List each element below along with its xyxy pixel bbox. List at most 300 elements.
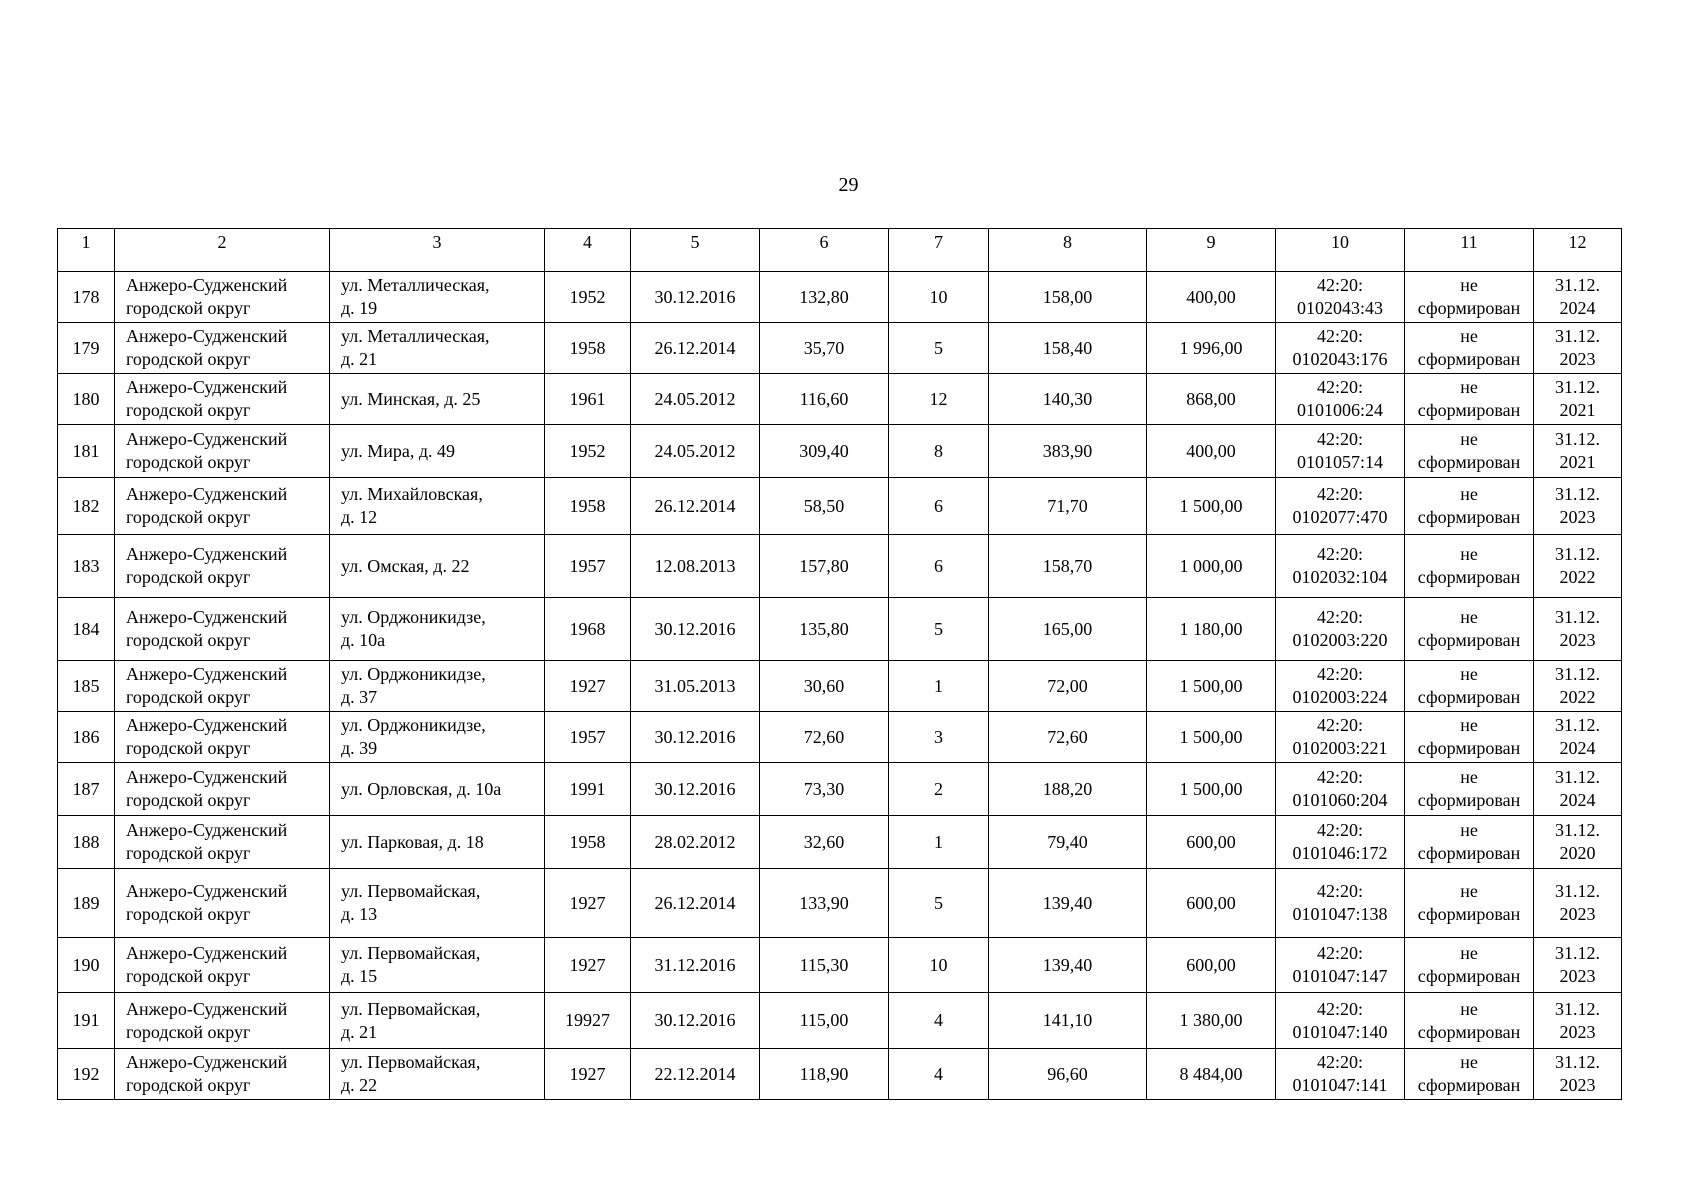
status-cell [1405, 993, 1534, 1049]
deadline-cell-line: 31.12. [1555, 664, 1600, 684]
value-cell: 72,00 [989, 661, 1147, 712]
date-cell: 30.12.2016 [631, 598, 760, 661]
status-cell-line: не [1460, 326, 1478, 346]
cadastral-number-cell [1276, 763, 1405, 816]
status-cell-line: не [1460, 943, 1478, 963]
address-cell-line: ул. Первомайская, [341, 1052, 481, 1072]
deadline-cell-line: 31.12. [1555, 998, 1600, 1019]
address-cell-line: д. 21 [341, 1021, 378, 1042]
date-cell: 26.12.2014 [631, 323, 760, 374]
cadastral-number-cell [1276, 425, 1405, 478]
address-cell-line: д. 39 [341, 738, 378, 758]
table-row [58, 712, 1622, 763]
address-cell [330, 816, 545, 869]
district-cell [115, 272, 330, 323]
cadastral-number-cell [1276, 374, 1405, 425]
status-cell-line: сформирован [1417, 507, 1521, 527]
status-cell [1405, 478, 1534, 535]
status-cell [1405, 1049, 1534, 1100]
status-cell-line: сформирован [1417, 349, 1521, 369]
cadastral-number-cell-line: 0102003:220 [1292, 630, 1388, 650]
table-row [58, 763, 1622, 816]
deadline-cell [1534, 478, 1622, 535]
column-number-row [58, 229, 1622, 272]
cadastral-number-cell-line: 0101006:24 [1296, 400, 1383, 420]
value-cell: 140,30 [989, 374, 1147, 425]
address-cell-line: ул. Мира, д. 49 [341, 440, 455, 461]
district-cell [115, 938, 330, 993]
deadline-cell [1534, 938, 1622, 993]
deadline-cell-line: 31.12. [1555, 607, 1600, 627]
column-header: 3 [330, 229, 545, 272]
deadline-cell [1534, 993, 1622, 1049]
address-cell-line: ул. Минская, д. 25 [341, 388, 481, 409]
cadastral-number-cell [1276, 272, 1405, 323]
status-cell-line: сформирован [1417, 1075, 1521, 1095]
value-cell: 132,80 [760, 272, 889, 323]
year-cell: 19927 [545, 993, 631, 1049]
district-cell-line: городской округ [126, 1075, 251, 1095]
status-cell [1405, 535, 1534, 598]
table-body [58, 272, 1622, 1100]
cadastral-number-cell-line: 42:20: [1316, 820, 1363, 840]
year-cell: 1958 [545, 478, 631, 535]
cadastral-number-cell-line: 42:20: [1316, 607, 1363, 627]
year-cell: 1968 [545, 598, 631, 661]
value-cell: 141,10 [989, 993, 1147, 1049]
deadline-cell-line: 31.12. [1555, 484, 1600, 504]
deadline-cell [1534, 763, 1622, 816]
status-cell-line: сформирован [1417, 567, 1521, 587]
cadastral-number-cell [1276, 712, 1405, 763]
table-row [58, 869, 1622, 938]
table-row [58, 661, 1622, 712]
row-number-cell: 181 [58, 425, 115, 478]
value-cell: 158,70 [989, 535, 1147, 598]
address-cell-line: ул. Орджоникидзе, [341, 664, 486, 684]
date-cell: 28.02.2012 [631, 816, 760, 869]
column-header: 1 [58, 229, 115, 272]
value-cell: 1 000,00 [1147, 535, 1276, 598]
deadline-cell-line: 31.12. [1555, 544, 1600, 564]
row-number-cell: 183 [58, 535, 115, 598]
address-cell-line: д. 19 [341, 298, 378, 318]
district-cell [115, 712, 330, 763]
value-cell: 10 [889, 938, 989, 993]
status-cell-line: сформирован [1417, 452, 1521, 472]
deadline-cell-line: 31.12. [1555, 429, 1600, 449]
value-cell: 600,00 [1147, 816, 1276, 869]
status-cell-line: не [1460, 429, 1478, 449]
table-row [58, 478, 1622, 535]
address-cell [330, 374, 545, 425]
date-cell: 31.05.2013 [631, 661, 760, 712]
table-row [58, 598, 1622, 661]
value-cell: 4 [889, 993, 989, 1049]
value-cell: 12 [889, 374, 989, 425]
deadline-cell [1534, 598, 1622, 661]
district-cell-line: городской округ [126, 738, 251, 758]
table-row [58, 425, 1622, 478]
date-cell: 30.12.2016 [631, 763, 760, 816]
value-cell: 1 380,00 [1147, 993, 1276, 1049]
address-cell [330, 869, 545, 938]
cadastral-number-cell-line: 0102003:224 [1292, 687, 1388, 707]
value-cell: 32,60 [760, 816, 889, 869]
status-cell [1405, 712, 1534, 763]
address-cell [330, 478, 545, 535]
cadastral-number-cell [1276, 535, 1405, 598]
deadline-cell [1534, 535, 1622, 598]
column-header: 12 [1534, 229, 1622, 272]
deadline-cell-line: 31.12. [1555, 943, 1600, 963]
deadline-cell-line: 2021 [1559, 400, 1596, 420]
value-cell: 58,50 [760, 478, 889, 535]
row-number-cell: 178 [58, 272, 115, 323]
value-cell: 139,40 [989, 869, 1147, 938]
district-cell-line: Анжеро-Судженский [126, 664, 288, 684]
cadastral-number-cell-line: 0101047:141 [1292, 1075, 1388, 1095]
value-cell: 158,40 [989, 323, 1147, 374]
deadline-cell-line: 31.12. [1555, 767, 1600, 787]
year-cell: 1927 [545, 1049, 631, 1100]
value-cell: 35,70 [760, 323, 889, 374]
date-cell: 24.05.2012 [631, 374, 760, 425]
status-cell-line: сформирован [1417, 630, 1521, 650]
value-cell: 30,60 [760, 661, 889, 712]
address-cell-line: ул. Первомайская, [341, 998, 481, 1019]
value-cell: 4 [889, 1049, 989, 1100]
year-cell: 1958 [545, 816, 631, 869]
value-cell: 115,00 [760, 993, 889, 1049]
district-cell-line: городской округ [126, 452, 251, 472]
value-cell: 72,60 [989, 712, 1147, 763]
address-cell-line: ул. Омская, д. 22 [341, 555, 470, 576]
value-cell: 5 [889, 869, 989, 938]
district-cell [115, 763, 330, 816]
value-cell: 600,00 [1147, 938, 1276, 993]
address-cell-line: ул. Орловская, д. 10а [341, 778, 502, 799]
deadline-cell-line: 2022 [1559, 567, 1596, 587]
address-cell-line: д. 37 [341, 687, 378, 707]
district-cell-line: городской округ [126, 298, 251, 318]
district-cell-line: Анжеро-Судженский [126, 715, 288, 735]
district-cell [115, 478, 330, 535]
cadastral-number-cell-line: 0102032:104 [1292, 567, 1388, 587]
district-cell-line: Анжеро-Судженский [126, 881, 288, 901]
status-cell-line: не [1460, 998, 1478, 1019]
cadastral-number-cell [1276, 1049, 1405, 1100]
date-cell: 22.12.2014 [631, 1049, 760, 1100]
deadline-cell [1534, 869, 1622, 938]
status-cell-line: сформирован [1417, 904, 1521, 924]
row-number-cell: 187 [58, 763, 115, 816]
status-cell [1405, 323, 1534, 374]
housing-registry-table [57, 228, 1622, 1100]
district-cell-line: городской округ [126, 687, 251, 707]
value-cell: 79,40 [989, 816, 1147, 869]
cadastral-number-cell-line: 42:20: [1316, 664, 1363, 684]
status-cell-line: сформирован [1417, 790, 1521, 810]
address-cell [330, 323, 545, 374]
status-cell-line: сформирован [1417, 1021, 1521, 1042]
cadastral-number-cell-line: 42:20: [1316, 484, 1363, 504]
column-header: 9 [1147, 229, 1276, 272]
district-cell-line: городской округ [126, 904, 251, 924]
date-cell: 12.08.2013 [631, 535, 760, 598]
status-cell-line: не [1460, 484, 1478, 504]
status-cell-line: сформирован [1417, 966, 1521, 986]
status-cell [1405, 938, 1534, 993]
deadline-cell [1534, 374, 1622, 425]
value-cell: 3 [889, 712, 989, 763]
cadastral-number-cell [1276, 938, 1405, 993]
status-cell-line: не [1460, 767, 1478, 787]
year-cell: 1952 [545, 425, 631, 478]
value-cell: 1 500,00 [1147, 763, 1276, 816]
value-cell: 8 [889, 425, 989, 478]
status-cell-line: не [1460, 275, 1478, 295]
cadastral-number-cell-line: 42:20: [1316, 377, 1363, 397]
deadline-cell-line: 31.12. [1555, 715, 1600, 735]
address-cell-line: ул. Первомайская, [341, 881, 481, 901]
district-cell-line: городской округ [126, 349, 251, 369]
deadline-cell [1534, 816, 1622, 869]
deadline-cell-line: 31.12. [1555, 377, 1600, 397]
district-cell-line: Анжеро-Судженский [126, 1052, 288, 1072]
address-cell-line: ул. Михайловская, [341, 484, 483, 504]
value-cell: 2 [889, 763, 989, 816]
cadastral-number-cell-line: 42:20: [1316, 326, 1363, 346]
row-number-cell: 182 [58, 478, 115, 535]
column-header: 5 [631, 229, 760, 272]
district-cell-line: Анжеро-Судженский [126, 820, 288, 840]
address-cell [330, 661, 545, 712]
cadastral-number-cell-line: 42:20: [1316, 767, 1363, 787]
value-cell: 139,40 [989, 938, 1147, 993]
cadastral-number-cell-line: 0101047:147 [1292, 966, 1388, 986]
table-row [58, 1049, 1622, 1100]
cadastral-number-cell [1276, 816, 1405, 869]
column-header: 8 [989, 229, 1147, 272]
value-cell: 8 484,00 [1147, 1049, 1276, 1100]
district-cell-line: Анжеро-Судженский [126, 544, 288, 564]
address-cell-line: ул. Парковая, д. 18 [341, 831, 484, 852]
cadastral-number-cell [1276, 661, 1405, 712]
status-cell [1405, 816, 1534, 869]
address-cell-line: д. 15 [341, 966, 378, 986]
value-cell: 165,00 [989, 598, 1147, 661]
address-cell [330, 598, 545, 661]
deadline-cell [1534, 323, 1622, 374]
status-cell-line: не [1460, 544, 1478, 564]
district-cell-line: городской округ [126, 790, 251, 810]
district-cell-line: городской округ [126, 400, 251, 420]
status-cell [1405, 425, 1534, 478]
cadastral-number-cell-line: 0102043:176 [1292, 349, 1388, 369]
column-header: 10 [1276, 229, 1405, 272]
cadastral-number-cell [1276, 323, 1405, 374]
status-cell [1405, 272, 1534, 323]
year-cell: 1961 [545, 374, 631, 425]
date-cell: 30.12.2016 [631, 712, 760, 763]
district-cell-line: Анжеро-Судженский [126, 767, 288, 787]
district-cell [115, 869, 330, 938]
district-cell-line: городской округ [126, 966, 251, 986]
deadline-cell-line: 2024 [1559, 790, 1596, 810]
district-cell [115, 816, 330, 869]
deadline-cell-line: 2024 [1559, 298, 1596, 318]
district-cell [115, 1049, 330, 1100]
district-cell-line: Анжеро-Судженский [126, 607, 288, 627]
value-cell: 400,00 [1147, 272, 1276, 323]
deadline-cell-line: 2024 [1559, 738, 1596, 758]
cadastral-number-cell-line: 42:20: [1316, 1052, 1363, 1072]
deadline-cell-line: 31.12. [1555, 820, 1600, 840]
value-cell: 1 500,00 [1147, 661, 1276, 712]
row-number-cell: 192 [58, 1049, 115, 1100]
deadline-cell [1534, 425, 1622, 478]
year-cell: 1958 [545, 323, 631, 374]
address-cell-line: д. 10а [341, 630, 386, 650]
district-cell-line: городской округ [126, 630, 251, 650]
table-row [58, 993, 1622, 1049]
address-cell [330, 993, 545, 1049]
deadline-cell [1534, 272, 1622, 323]
district-cell [115, 323, 330, 374]
deadline-cell-line: 31.12. [1555, 326, 1600, 346]
district-cell-line: городской округ [126, 1021, 251, 1042]
deadline-cell-line: 31.12. [1555, 275, 1600, 295]
district-cell-line: Анжеро-Судженский [126, 943, 288, 963]
cadastral-number-cell-line: 0101047:138 [1292, 904, 1388, 924]
status-cell [1405, 598, 1534, 661]
value-cell: 6 [889, 478, 989, 535]
value-cell: 600,00 [1147, 869, 1276, 938]
district-cell [115, 661, 330, 712]
year-cell: 1927 [545, 869, 631, 938]
cadastral-number-cell [1276, 598, 1405, 661]
cadastral-number-cell-line: 42:20: [1316, 998, 1363, 1019]
date-cell: 30.12.2016 [631, 993, 760, 1049]
address-cell [330, 1049, 545, 1100]
date-cell: 26.12.2014 [631, 478, 760, 535]
year-cell: 1927 [545, 938, 631, 993]
page-number: 29 [838, 174, 859, 196]
row-number-cell: 184 [58, 598, 115, 661]
address-cell [330, 425, 545, 478]
deadline-cell [1534, 1049, 1622, 1100]
value-cell: 72,60 [760, 712, 889, 763]
column-header: 4 [545, 229, 631, 272]
district-cell [115, 598, 330, 661]
district-cell [115, 993, 330, 1049]
table-row [58, 272, 1622, 323]
deadline-cell-line: 31.12. [1555, 881, 1600, 901]
status-cell-line: не [1460, 377, 1478, 397]
value-cell: 1 [889, 816, 989, 869]
status-cell-line: не [1460, 664, 1478, 684]
status-cell-line: не [1460, 820, 1478, 840]
deadline-cell-line: 2023 [1559, 1021, 1596, 1042]
cadastral-number-cell-line: 0101047:140 [1292, 1021, 1388, 1042]
year-cell: 1957 [545, 535, 631, 598]
value-cell: 868,00 [1147, 374, 1276, 425]
cadastral-number-cell-line: 0102003:221 [1292, 738, 1388, 758]
status-cell-line: сформирован [1417, 843, 1521, 863]
value-cell: 309,40 [760, 425, 889, 478]
address-cell-line: д. 21 [341, 349, 378, 369]
value-cell: 135,80 [760, 598, 889, 661]
district-cell [115, 425, 330, 478]
address-cell-line: ул. Орджоникидзе, [341, 715, 486, 735]
cadastral-number-cell [1276, 478, 1405, 535]
status-cell-line: не [1460, 715, 1478, 735]
deadline-cell-line: 31.12. [1555, 1052, 1600, 1072]
district-cell [115, 535, 330, 598]
status-cell [1405, 661, 1534, 712]
cadastral-number-cell [1276, 993, 1405, 1049]
column-header: 11 [1405, 229, 1534, 272]
value-cell: 157,80 [760, 535, 889, 598]
district-cell-line: Анжеро-Судженский [126, 326, 288, 346]
row-number-cell: 189 [58, 869, 115, 938]
deadline-cell-line: 2021 [1559, 452, 1596, 472]
column-header: 6 [760, 229, 889, 272]
value-cell: 1 996,00 [1147, 323, 1276, 374]
value-cell: 71,70 [989, 478, 1147, 535]
deadline-cell-line: 2020 [1559, 843, 1596, 863]
table-row [58, 816, 1622, 869]
deadline-cell-line: 2023 [1559, 349, 1596, 369]
deadline-cell [1534, 712, 1622, 763]
cadastral-number-cell-line: 42:20: [1316, 881, 1363, 901]
value-cell: 1 500,00 [1147, 712, 1276, 763]
value-cell: 116,60 [760, 374, 889, 425]
address-cell-line: д. 22 [341, 1075, 378, 1095]
row-number-cell: 179 [58, 323, 115, 374]
row-number-cell: 185 [58, 661, 115, 712]
status-cell-line: не [1460, 607, 1478, 627]
date-cell: 24.05.2012 [631, 425, 760, 478]
value-cell: 383,90 [989, 425, 1147, 478]
cadastral-number-cell-line: 42:20: [1316, 429, 1363, 449]
table-row [58, 323, 1622, 374]
district-cell-line: городской округ [126, 843, 251, 863]
district-cell-line: Анжеро-Судженский [126, 429, 288, 449]
value-cell: 10 [889, 272, 989, 323]
status-cell-line: сформирован [1417, 687, 1521, 707]
value-cell: 5 [889, 323, 989, 374]
deadline-cell-line: 2023 [1559, 507, 1596, 527]
value-cell: 1 180,00 [1147, 598, 1276, 661]
address-cell-line: д. 12 [341, 507, 378, 527]
value-cell: 1 500,00 [1147, 478, 1276, 535]
cadastral-number-cell-line: 0102043:43 [1296, 298, 1383, 318]
cadastral-number-cell-line: 0101060:204 [1292, 790, 1388, 810]
address-cell [330, 938, 545, 993]
date-cell: 30.12.2016 [631, 272, 760, 323]
address-cell [330, 712, 545, 763]
date-cell: 31.12.2016 [631, 938, 760, 993]
row-number-cell: 188 [58, 816, 115, 869]
table-row [58, 535, 1622, 598]
address-cell [330, 272, 545, 323]
district-cell-line: городской округ [126, 507, 251, 527]
deadline-cell-line: 2023 [1559, 904, 1596, 924]
cadastral-number-cell [1276, 869, 1405, 938]
status-cell-line: сформирован [1417, 400, 1521, 420]
